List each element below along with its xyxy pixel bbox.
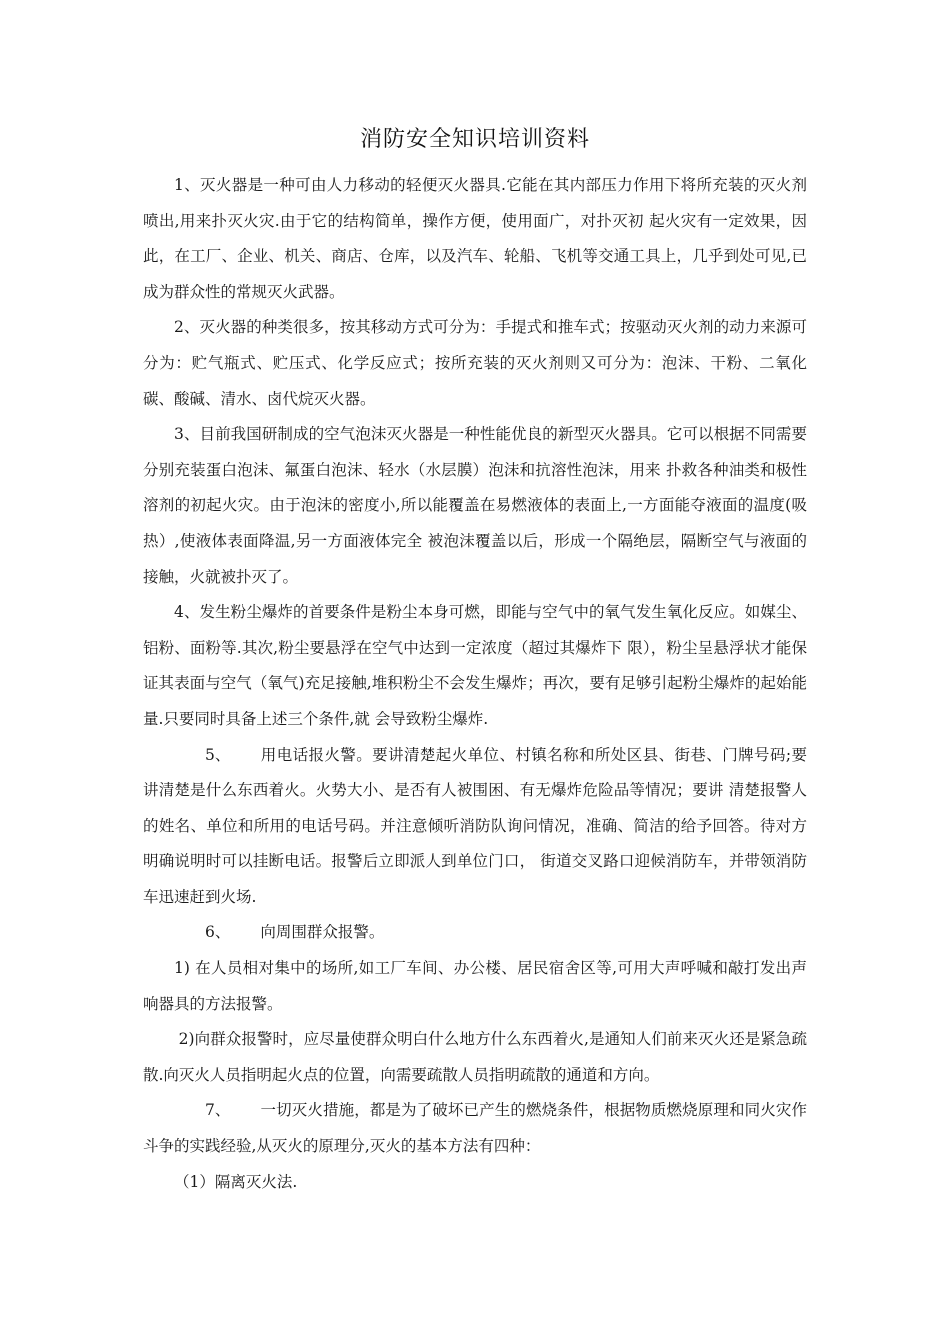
paragraph-6-number: 6、 <box>205 923 231 942</box>
paragraph-7-text: 一切灭火措施，都是为了破坏已产生的燃烧条件，根据物质燃烧原理和同火灾作斗争的实践经验,从灭火的原理分,灭火的基本方法有四种： <box>143 1101 807 1156</box>
method-1: （1）隔离灭火法. <box>174 1172 298 1191</box>
paragraph-6-sub-2: 2)向群众报警时，应尽量使群众明白什么地方什么东西着火,是通知人们前来灭火还是紧急疏散.向灭火人员指明起火点的位置，向需要疏散人员指明疏散的通道和方向。 <box>143 1030 807 1084</box>
paragraph-2: 2、灭火器的种类很多，按其移动方式可分为：手提式和推车式；按驱动灭火剂的动力来源可分为：贮气瓶式、贮压式、化学反应式；按所充装的灭火剂则又可分为：泡沫、干粉、二氧化碳、酸碱、清水、卤代烷灭火器。 <box>143 318 807 408</box>
paragraph-4: 4、发生粉尘爆炸的首要条件是粉尘本身可燃，即能与空气中的氧气发生氧化反应。如媒尘、铝粉、面粉等.其次,粉尘要悬浮在空气中达到一定浓度（超过其爆炸下 限），粉尘呈悬浮状才能保证其表面与空气（氧气)充足接触,堆积粉尘不会发生爆炸；再次，要有足够引起粉尘爆炸的起始能量.只要同时具备上述三个条件,就 会导致粉尘爆炸. <box>143 603 807 728</box>
paragraph-7 <box>143 1093 807 1164</box>
paragraph-5-number: 5、 <box>205 745 231 764</box>
paragraph-6 <box>143 915 807 951</box>
paragraph-5-text: 用电话报火警。要讲清楚起火单位、村镇名称和所处区县、街巷、门牌号码;要讲清楚是什么东西着火。火势大小、是否有人被围困、有无爆炸危险品等情况；要讲 清楚报警人的姓名、单位和所用的电话号码。并注意倾听消防队询问情况，准确、简洁的给予回答。待对方明确说明时可以挂断电话。报警后立即派人到单位门口， 街道交叉路口迎候消防车，并带领消防车迅速赶到火场. <box>143 745 807 906</box>
paragraph-1: 1、灭火器是一种可由人力移动的轻便灭火器具.它能在其内部压力作用下将所充装的灭火剂喷出,用来扑灭火灾.由于它的结构简单，操作方便，使用面广，对扑灭初 起火灾有一定效果，因此，在工厂、企业、机关、商店、仓库，以及汽车、轮船、飞机等交通工具上，几乎到处可见,已成为群众性的常规灭火武器。 <box>143 176 807 301</box>
paragraph-3: 3、目前我国研制成的空气泡沫灭火器是一种性能优良的新型灭火器具。它可以根据不同需要分别充装蛋白泡沫、氟蛋白泡沫、轻水（水层膜）泡沫和抗溶性泡沫，用来 扑救各种油类和极性溶剂的初起火灾。由于泡沫的密度小,所以能覆盖在易燃液体的表面上,一方面能夺液面的温度(吸热）,使液体表面降温,另一方面液体完全 被泡沫覆盖以后，形成一个隔绝层，隔断空气与液面的接触，火就被扑灭了。 <box>143 425 807 586</box>
document-title: 消防安全知识培训资料 <box>359 127 590 152</box>
paragraph-7-number: 7、 <box>205 1101 231 1120</box>
paragraph-5 <box>143 738 807 916</box>
document-body <box>143 168 807 1200</box>
paragraph-6-text: 向周围群众报警。 <box>260 923 385 942</box>
paragraph-6-sub-1: 1) 在人员相对集中的场所,如工厂车间、办公楼、居民宿舍区等,可用大声呼喊和敲打发出声响器具的方法报警。 <box>143 959 807 1013</box>
